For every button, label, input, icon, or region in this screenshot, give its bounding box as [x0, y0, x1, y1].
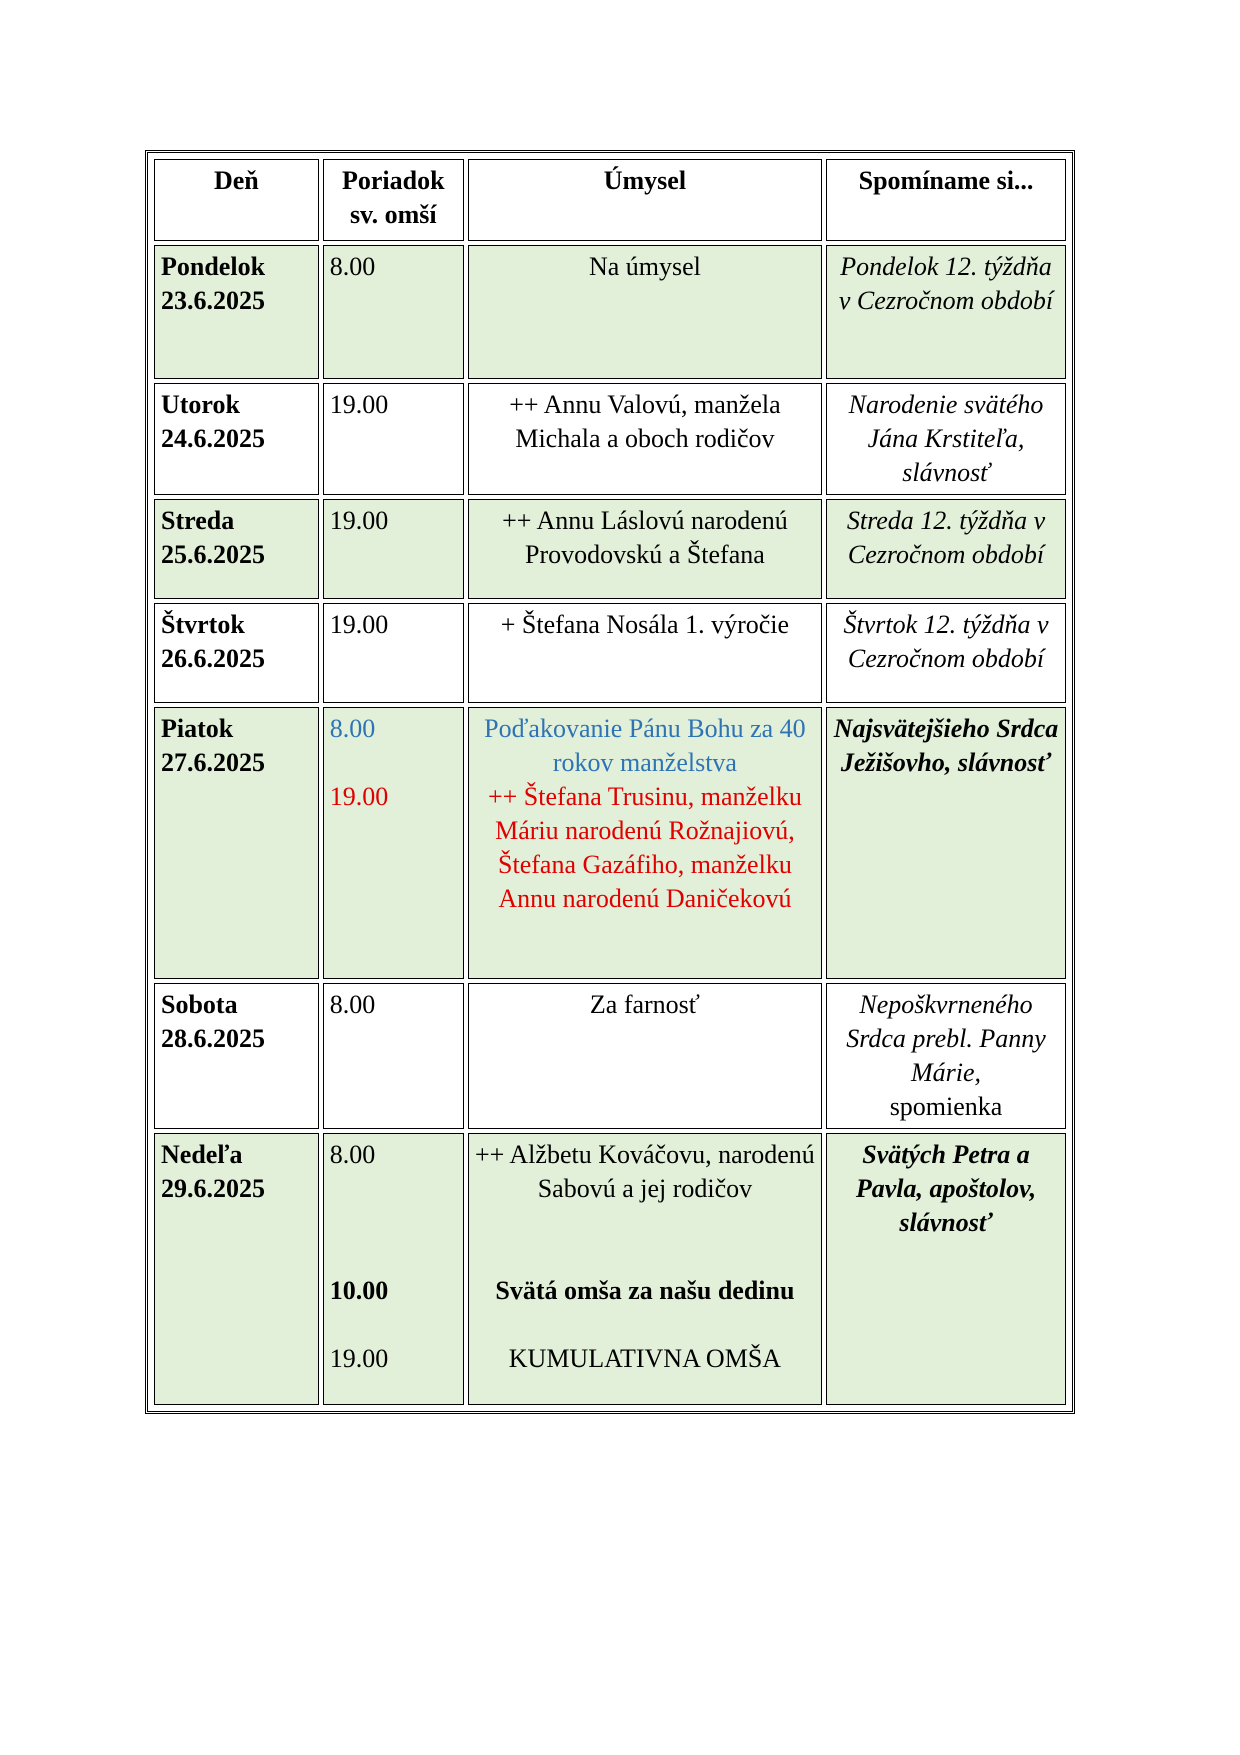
day-name: Pondelok: [161, 252, 266, 281]
intent-cell: [468, 245, 822, 379]
mass-intent: Za farnosť: [589, 990, 700, 1019]
mass-intent-third: KUMULATIVNA OMŠA: [508, 1344, 782, 1373]
mass-time-second: 10.00: [329, 1276, 389, 1305]
time-cell: [323, 383, 464, 495]
day-name: Štvrtok: [161, 610, 245, 639]
mass-time-third: 19.00: [329, 1344, 389, 1373]
mass-intent-morning: Poďakovanie Pánu Bohu za 40 rokov manželstva: [484, 714, 806, 777]
mass-intent: ++ Annu Valovú, manžela Michala a oboch rodičov: [509, 390, 781, 453]
header-remember: Spomíname si...: [826, 159, 1066, 241]
day-date: 28.6.2025: [161, 1024, 265, 1053]
header-row: [154, 159, 1066, 241]
time-cell: [323, 983, 464, 1129]
mass-time: 19.00: [329, 610, 389, 639]
day-name: Streda: [161, 506, 235, 535]
remember-cell: [826, 499, 1066, 599]
mass-intent: Na úmysel: [588, 252, 701, 281]
remember-cell: [826, 383, 1066, 495]
feast-name: Nepoškvrneného Srdca prebl. Panny Márie,: [846, 990, 1046, 1087]
day-date: 27.6.2025: [161, 748, 265, 777]
header-intent: Úmysel: [468, 159, 822, 241]
day-name: Nedeľa: [161, 1140, 243, 1169]
header-day: Deň: [154, 159, 319, 241]
intent-cell: [468, 983, 822, 1129]
table-row: [154, 383, 1066, 495]
feast-name: Štvrtok 12. týždňa v Cezročnom období: [843, 610, 1049, 673]
day-date: 23.6.2025: [161, 286, 265, 315]
time-cell: [323, 245, 464, 379]
feast-name: Najsvätejšieho Srdca Ježišovho, slávnosť: [833, 714, 1059, 777]
day-date: 24.6.2025: [161, 424, 265, 453]
mass-time-morning: 8.00: [329, 714, 376, 743]
table-row: [154, 603, 1066, 703]
header-mass-order: [323, 159, 464, 241]
feast-name: Streda 12. týždňa v Cezročnom období: [846, 506, 1046, 569]
remember-cell: [826, 603, 1066, 703]
feast-rank: spomienka: [889, 1092, 1003, 1121]
table-row: [154, 1133, 1066, 1405]
intent-cell: [468, 383, 822, 495]
day-date: 29.6.2025: [161, 1174, 265, 1203]
schedule-grid: [150, 155, 1070, 1409]
day-cell: [154, 983, 319, 1129]
day-cell: [154, 499, 319, 599]
header-mass-line2: sv. omší: [349, 200, 437, 229]
day-name: Piatok: [161, 714, 234, 743]
day-cell: [154, 245, 319, 379]
mass-time-first: 8.00: [329, 1140, 376, 1169]
feast-name: Svätých Petra a Pavla, apoštolov, slávnosť: [855, 1140, 1037, 1237]
mass-intent: ++ Annu Láslovú narodenú Provodovskú a Štefana: [502, 506, 788, 569]
mass-time: 19.00: [329, 390, 389, 419]
intent-cell: [468, 707, 822, 979]
intent-cell: [468, 499, 822, 599]
day-name: Sobota: [161, 990, 238, 1019]
header-mass-line1: Poriadok: [341, 166, 445, 195]
mass-time: 8.00: [329, 990, 376, 1019]
time-cell: [323, 707, 464, 979]
remember-cell: [826, 1133, 1066, 1405]
day-cell: [154, 1133, 319, 1405]
day-date: 26.6.2025: [161, 644, 265, 673]
mass-intent-second: Svätá omša za našu dedinu: [495, 1276, 795, 1305]
intent-cell: [468, 603, 822, 703]
remember-cell: [826, 245, 1066, 379]
time-cell: [323, 1133, 464, 1405]
table-row: [154, 983, 1066, 1129]
day-cell: [154, 603, 319, 703]
mass-time: 8.00: [329, 252, 376, 281]
mass-schedule-table: [145, 150, 1075, 1414]
mass-intent-first: ++ Alžbetu Kováčovu, narodenú Sabovú a jej rodičov: [475, 1140, 815, 1203]
table-row: [154, 707, 1066, 979]
day-name: Utorok: [161, 390, 240, 419]
mass-time-evening: 19.00: [329, 782, 389, 811]
mass-intent-evening: ++ Štefana Trusinu, manželku Máriu narodenú Rožnajiovú, Štefana Gazáfiho, manželku Annu narodenú Daničekovú: [487, 782, 802, 913]
remember-cell: [826, 983, 1066, 1129]
time-cell: [323, 603, 464, 703]
day-cell: [154, 707, 319, 979]
table-row: [154, 499, 1066, 599]
day-cell: [154, 383, 319, 495]
remember-cell: [826, 707, 1066, 979]
feast-name: Pondelok 12. týždňa v Cezročnom období: [838, 252, 1054, 315]
mass-intent: + Štefana Nosála 1. výročie: [500, 610, 790, 639]
day-date: 25.6.2025: [161, 540, 265, 569]
mass-time: 19.00: [329, 506, 389, 535]
table-row: [154, 245, 1066, 379]
feast-name: Narodenie svätého Jána Krstiteľa, slávnosť: [848, 390, 1044, 487]
time-cell: [323, 499, 464, 599]
intent-cell: [468, 1133, 822, 1405]
